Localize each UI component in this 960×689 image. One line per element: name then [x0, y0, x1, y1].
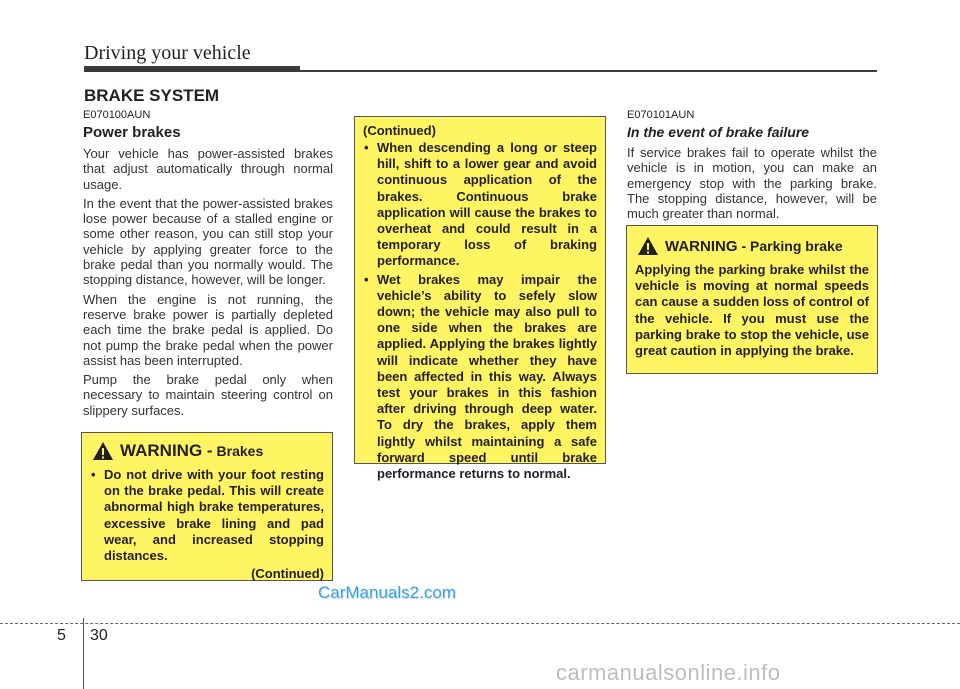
paragraph: When the engine is not running, the reserve brake power is partially depleted each time the brake pedal is applied. Do not pump the brake pedal when the power assist has been interrupted.: [83, 291, 333, 368]
warning-bullet: • Do not drive with your foot resting on the brake pedal. This will create abnormal high brake temperatures, excessive brake lining and pad wear, and increased stopping distances.: [90, 467, 324, 564]
footer-site-watermark: carmanualsonline.info: [556, 660, 781, 685]
header-rule-thin: [300, 70, 877, 72]
section-title: BRAKE SYSTEM: [84, 86, 220, 105]
header-rule-thick: [84, 66, 300, 72]
section-code: E070101AUN: [627, 109, 695, 121]
warning-triangle-icon: [92, 441, 114, 461]
warning-subject: Brakes: [216, 443, 264, 459]
warning-header: [635, 236, 869, 256]
warning-bullets: [90, 467, 324, 564]
warning-box-brakes: [81, 432, 333, 581]
paragraph: In the event that the power-assisted brakes lose power because of a stalled engine or some other reason, you can still stop your vehicle by applying greater force to the brake pedal than you normally would. The stopping distance, however, will be longer.: [83, 195, 333, 288]
page-header-title: Driving your vehicle: [84, 42, 251, 64]
left-column: [83, 109, 333, 422]
warning-word: WARNING: [665, 237, 738, 255]
warning-subject: - Parking brake: [741, 238, 843, 254]
paragraph: If service brakes fail to operate whilst the vehicle is in motion, you can make an emergency stop with the parking brake. The stopping distance, however, will be much greater than normal.: [627, 145, 877, 222]
footer-divider: [83, 618, 84, 689]
warning-text: Applying the parking brake whilst the vehicle is moving at normal speeds can cause a sudden loss of control of the vehicle. If you must use the parking brake to stop the vehicle, use great caution in applying the brake.: [635, 262, 869, 359]
power-brakes-heading: Power brakes: [83, 124, 181, 141]
warning-bullet: • When descending a long or steep hill, shift to a lower gear and avoid continuous application of the brakes. Continuous brake application will cause the brakes to overheat and could result in a temporary loss of braking performance.: [363, 140, 597, 270]
warning-box-continued: [354, 116, 606, 482]
paragraph: Pump the brake pedal only when necessary to maintain steering control on slippery surfaces.: [83, 372, 333, 418]
paragraph: Your vehicle has power-assisted brakes that adjust automatically through normal usage.: [83, 146, 333, 192]
brake-failure-heading: In the event of brake failure: [627, 124, 810, 140]
warning-triangle-icon: [637, 236, 659, 256]
continued-label: (Continued): [363, 123, 436, 138]
continued-label: (Continued): [251, 566, 324, 582]
chapter-number: 5: [57, 627, 66, 644]
right-column: [627, 109, 877, 225]
warning-bullet: • Wet brakes may impair the vehicle’s ability to sefely slow down; the vehicle may also pull to one side when the brakes are applied. Applying the brakes lightly will indicate whether they have been affected in this way. Always test your brakes in this fashion after driving through deep water. To dry the brakes, apply them lightly whilst maintaining a safe forward speed until brake performance returns to normal.: [363, 272, 597, 483]
warning-bullets: [363, 140, 597, 482]
warning-word: WARNING -: [120, 441, 213, 460]
site-watermark-link[interactable]: CarManuals2.com: [318, 583, 456, 602]
warning-header: [90, 441, 324, 461]
page-number: 30: [90, 627, 108, 644]
section-code: E070100AUN: [83, 109, 151, 121]
warning-box-parking-brake: [626, 225, 878, 374]
footer-rule: [0, 623, 960, 624]
